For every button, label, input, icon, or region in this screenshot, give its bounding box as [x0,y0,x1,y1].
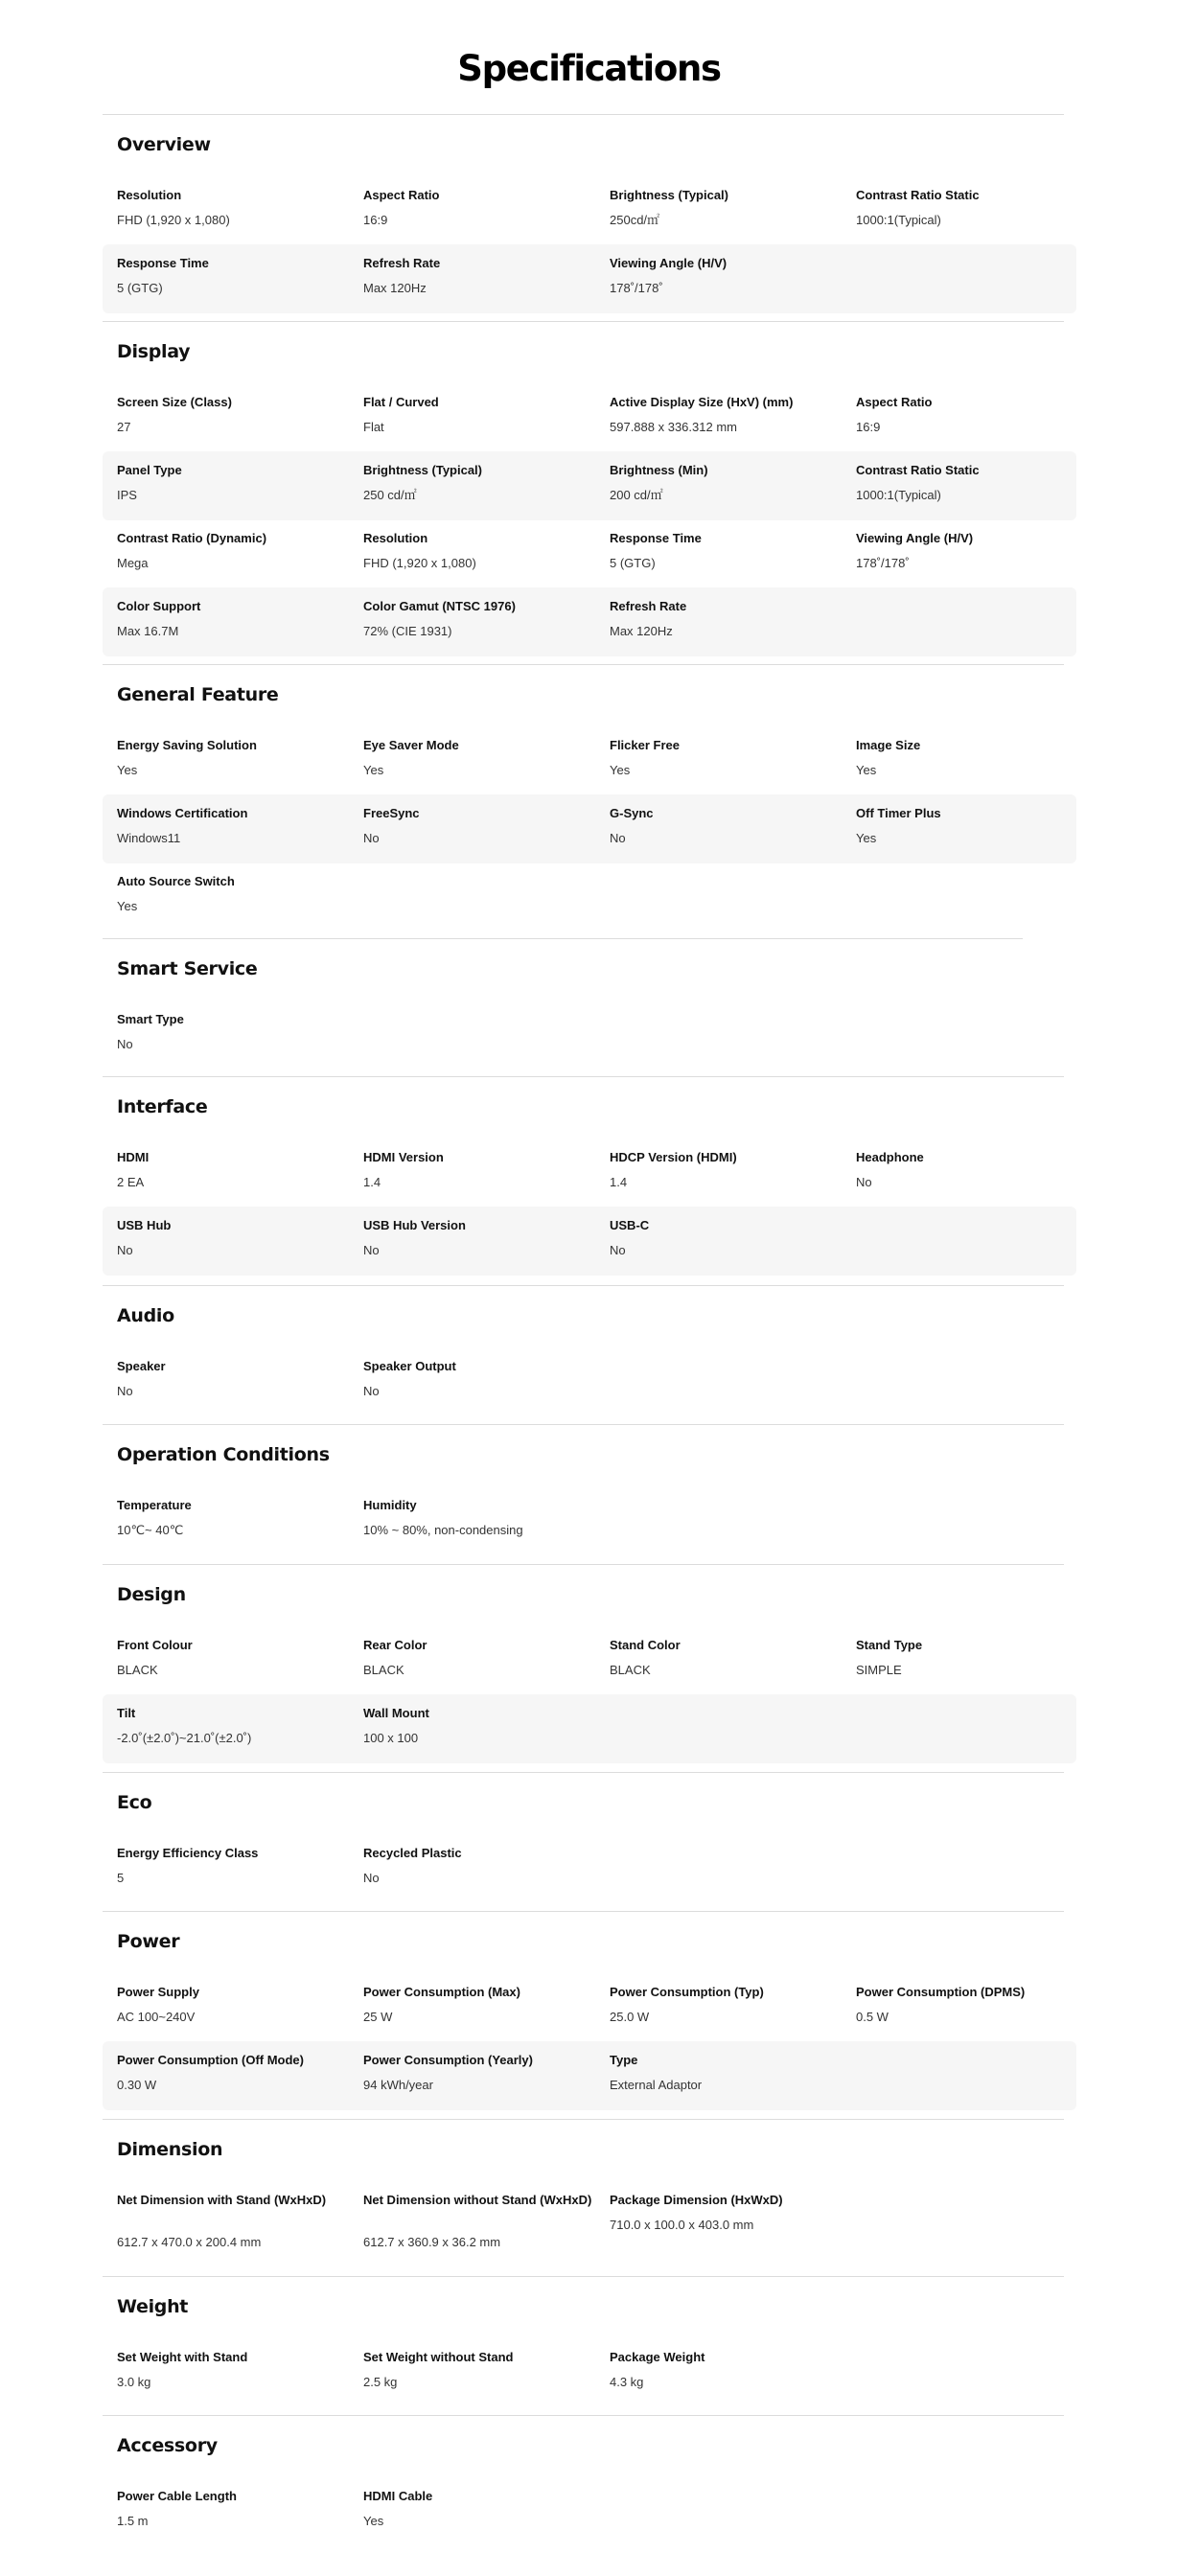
spec-label: Power Consumption (Off Mode) [117,2053,304,2067]
spec-label: Flat / Curved [363,395,439,409]
spec-value: 1000:1(Typical) [856,488,941,502]
section-divider [103,2415,1064,2416]
spec-value: 612.7 x 470.0 x 200.4 mm [117,2235,262,2249]
section-title: Design [117,1584,186,1605]
spec-label: Resolution [363,531,428,545]
spec-value: 4.3 kg [610,2375,644,2389]
spec-value: No [117,1243,133,1257]
spec-label: Speaker [117,1359,166,1373]
spec-value: No [610,1243,626,1257]
spec-label: Resolution [117,188,182,202]
spec-row [103,794,1076,863]
spec-row [103,2477,1076,2546]
page-title: Specifications [457,48,721,89]
spec-row [103,176,1076,245]
section-divider [103,1564,1064,1565]
spec-value: Yes [363,2514,384,2528]
section-title: Smart Service [117,958,258,979]
spec-value: 710.0 x 100.0 x 403.0 mm [610,2218,754,2232]
spec-value: BLACK [610,1663,651,1677]
spec-label: Speaker Output [363,1359,456,1373]
spec-label: Brightness (Typical) [363,463,483,477]
spec-value: 0.30 W [117,2078,157,2092]
spec-label: FreeSync [363,806,420,820]
spec-value: FHD (1,920 x 1,080) [363,556,476,570]
spec-label: Power Consumption (Typ) [610,1985,764,1999]
spec-value: No [363,1243,380,1257]
spec-value: 25.0 W [610,2010,650,2024]
spec-label: Contrast Ratio Static [856,463,980,477]
spec-value: No [610,831,626,845]
section-title: Eco [117,1792,152,1813]
spec-label: Color Gamut (NTSC 1976) [363,599,516,613]
spec-label: Image Size [856,738,921,752]
spec-value: 3.0 kg [117,2375,151,2389]
spec-label: Off Timer Plus [856,806,941,820]
spec-value: Yes [363,763,384,777]
spec-value: SIMPLE [856,1663,902,1677]
section-divider [103,2119,1064,2120]
spec-value: 250cd/㎡ [610,213,660,227]
spec-row [103,519,1076,588]
spec-value: 16:9 [856,420,881,434]
spec-value: 0.5 W [856,2010,889,2024]
section-divider [103,1285,1064,1286]
spec-value: Max 120Hz [363,281,427,295]
spec-value: 10℃~ 40℃ [117,1523,184,1537]
spec-value: AC 100~240V [117,2010,196,2024]
spec-label: Viewing Angle (H/V) [610,256,728,270]
spec-value: 72% (CIE 1931) [363,624,452,638]
spec-value: No [117,1037,133,1051]
spec-value: Windows11 [117,831,181,845]
spec-value: 5 (GTG) [610,556,656,570]
section-title: Accessory [117,2435,218,2456]
spec-label: HDMI [117,1150,150,1164]
section-divider [103,2276,1064,2277]
section-title: Display [117,341,191,362]
spec-value: 2 EA [117,1175,145,1189]
spec-value: Yes [117,763,138,777]
spec-label: Refresh Rate [363,256,441,270]
spec-label: Energy Efficiency Class [117,1846,259,1860]
spec-value: 178˚/178˚ [610,281,663,295]
section-title: Interface [117,1096,208,1117]
spec-label: HDMI Cable [363,2489,433,2503]
spec-value: Yes [610,763,631,777]
spec-label: Power Consumption (Yearly) [363,2053,533,2067]
section-title: Dimension [117,2139,223,2160]
spec-label: Power Cable Length [117,2489,237,2503]
spec-label: USB-C [610,1218,650,1232]
section-title: Power [117,1931,180,1952]
spec-value: 5 (GTG) [117,281,163,295]
spec-value: 1000:1(Typical) [856,213,941,227]
spec-label: Power Supply [117,1985,199,1999]
spec-label: Active Display Size (HxV) (mm) [610,395,794,409]
spec-value: 27 [117,420,131,434]
spec-row [103,1138,1076,1208]
spec-value: 25 W [363,2010,393,2024]
spec-value: BLACK [363,1663,404,1677]
spec-row [103,1973,1076,2042]
spec-label: Response Time [117,256,209,270]
spec-row [103,726,1076,795]
spec-label: Color Support [117,599,201,613]
spec-label: Temperature [117,1498,192,1512]
spec-row [103,451,1076,520]
spec-row [103,587,1076,656]
spec-label: Auto Source Switch [117,874,235,888]
section-divider [103,1424,1064,1425]
spec-label: Type [610,2053,638,2067]
spec-row [103,1626,1076,1695]
section-divider [103,1911,1064,1912]
spec-value: External Adaptor [610,2078,703,2092]
spec-label: Smart Type [117,1012,184,1026]
spec-label: Brightness (Min) [610,463,708,477]
spec-value: Mega [117,556,149,570]
spec-label: Power Consumption (Max) [363,1985,520,1999]
spec-value: Yes [856,831,877,845]
spec-value: Max 16.7M [117,624,179,638]
spec-value: -2.0˚(±2.0˚)~21.0˚(±2.0˚) [117,1731,252,1745]
spec-value: No [363,1384,380,1398]
spec-label: Brightness (Typical) [610,188,729,202]
spec-value: 250 cd/㎡ [363,488,417,502]
spec-value: 178˚/178˚ [856,556,910,570]
spec-row [103,1347,1076,1416]
spec-label: Stand Type [856,1638,923,1652]
spec-value: 1.5 m [117,2514,149,2528]
spec-value: 5 [117,1871,125,1885]
spec-label: Front Colour [117,1638,193,1652]
section-divider [103,321,1064,322]
spec-row [103,862,1076,932]
spec-label: Screen Size (Class) [117,395,232,409]
section-title: Overview [117,134,211,155]
title-divider [103,114,1064,115]
spec-label: USB Hub [117,1218,172,1232]
spec-label: HDCP Version (HDMI) [610,1150,737,1164]
spec-value: 200 cd/㎡ [610,488,663,502]
spec-label: Net Dimension with Stand (WxHxD) [117,2193,327,2207]
spec-label: G-Sync [610,806,654,820]
spec-value: No [117,1384,133,1398]
section-title: Audio [117,1305,174,1326]
spec-value: No [363,831,380,845]
spec-value: BLACK [117,1663,158,1677]
spec-label: Rear Color [363,1638,427,1652]
spec-value: No [363,1871,380,1885]
spec-label: USB Hub Version [363,1218,466,1232]
spec-row [103,244,1076,313]
spec-value: 1.4 [363,1175,381,1189]
spec-value: 2.5 kg [363,2375,398,2389]
section-title: Weight [117,2296,189,2317]
spec-value: Flat [363,420,384,434]
spec-label: Energy Saving Solution [117,738,257,752]
spec-row [103,2181,1076,2267]
spec-row [103,1834,1076,1903]
spec-label: Contrast Ratio (Dynamic) [117,531,267,545]
spec-value: Max 120Hz [610,624,673,638]
spec-value: 94 kWh/year [363,2078,433,2092]
spec-label: Response Time [610,531,702,545]
spec-label: Flicker Free [610,738,680,752]
spec-label: Recycled Plastic [363,1846,462,1860]
spec-row [103,383,1076,452]
spec-value: Yes [117,899,138,913]
spec-label: Net Dimension without Stand (WxHxD) [363,2193,592,2207]
spec-label: Viewing Angle (H/V) [856,531,974,545]
section-divider [103,1076,1064,1077]
spec-label: Wall Mount [363,1706,429,1720]
spec-label: Set Weight without Stand [363,2350,514,2364]
spec-row [103,2041,1076,2110]
spec-value: No [856,1175,872,1189]
section-divider [103,1772,1064,1773]
spec-row [103,1207,1076,1276]
spec-label: Tilt [117,1706,136,1720]
spec-label: Package Weight [610,2350,705,2364]
spec-row [103,1000,1076,1070]
spec-value: FHD (1,920 x 1,080) [117,213,230,227]
spec-value: 1.4 [610,1175,628,1189]
spec-label: Windows Certification [117,806,248,820]
section-divider [103,664,1064,665]
spec-row [103,2338,1076,2407]
spec-label: Power Consumption (DPMS) [856,1985,1026,1999]
spec-label: HDMI Version [363,1150,444,1164]
spec-value: Yes [856,763,877,777]
spec-row [103,1694,1076,1763]
spec-row [103,1486,1076,1555]
spec-value: 100 x 100 [363,1731,419,1745]
spec-label: Aspect Ratio [856,395,933,409]
spec-label: Humidity [363,1498,417,1512]
spec-label: Stand Color [610,1638,681,1652]
spec-label: Headphone [856,1150,924,1164]
spec-value: IPS [117,488,137,502]
spec-value: 10% ~ 80%, non-condensing [363,1523,523,1537]
spec-value: 612.7 x 360.9 x 36.2 mm [363,2235,501,2249]
spec-value: 597.888 x 336.312 mm [610,420,737,434]
spec-label: Eye Saver Mode [363,738,459,752]
spec-value: 16:9 [363,213,388,227]
spec-label: Set Weight with Stand [117,2350,248,2364]
section-title: Operation Conditions [117,1444,330,1465]
spec-label: Contrast Ratio Static [856,188,980,202]
spec-label: Package Dimension (HxWxD) [610,2193,783,2207]
spec-label: Aspect Ratio [363,188,440,202]
section-title: General Feature [117,684,279,705]
section-divider [103,938,1023,939]
spec-label: Panel Type [117,463,182,477]
spec-label: Refresh Rate [610,599,687,613]
